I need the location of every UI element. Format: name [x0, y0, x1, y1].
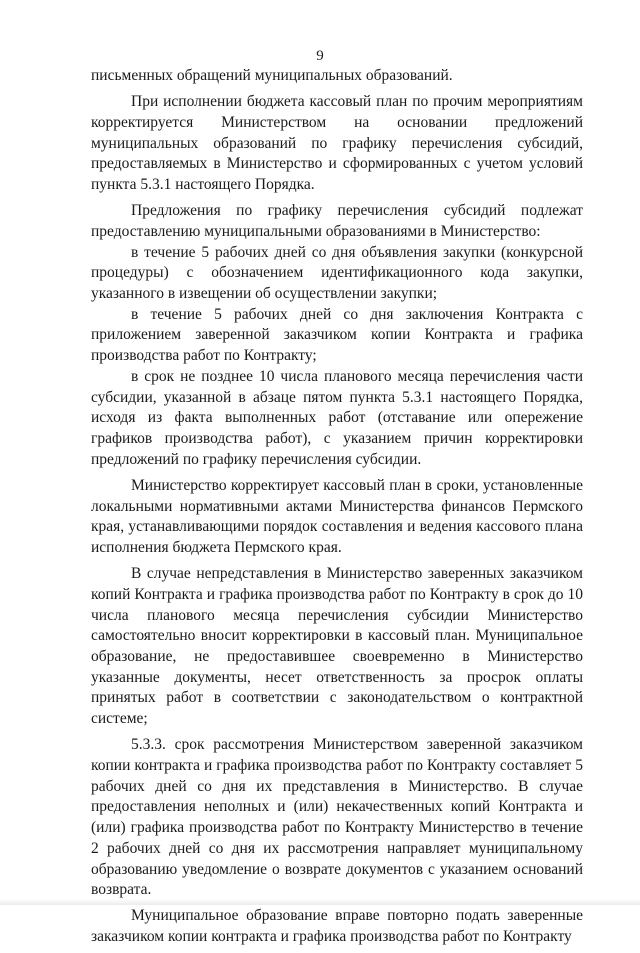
- paragraph-5-3-3: 5.3.3. срок рассмотрения Министерством заверенной заказчиком копии контракта и графика производства работ по Контракту составляет 5 рабочих дней со дня их представления в Министерство. В случае предоставления неполных и (или) некачественных копий Контракта и (или) графика производства работ по Контракту Министерство в течение 2 рабочих дней со дня их рассмотрения направляет муниципальному образованию уведомление о возврате документов с указанием оснований возврата.: [91, 736, 583, 899]
- paragraph-deadline-10th: в срок не позднее 10 числа планового месяца перечисления части субсидии, указанной в абзаце пятом пункта 5.3.1 настоящего Порядка, исходя из факта выполненных работ (отставание или опережение графиков производства работ), с указанием причин корректировки предложений по графику перечисления субсидии.: [91, 367, 583, 468]
- paragraph-resubmission: Муниципальное образование вправе повторно подать заверенные заказчиком копии контракта и графика производства работ по Контракту: [91, 907, 583, 946]
- paragraph-ministry-adjusts: Министерство корректирует кассовый план в сроки, установленные локальными нормативными актами Министерства финансов Пермского края, устанавливающими порядок составления и ведения кассового плана исполнения бюджета Пермского края.: [91, 476, 583, 556]
- paragraph-cash-plan-adjustment: При исполнении бюджета кассовый план по прочим мероприятиям корректируется Министерством на основании предложений муниципальных образований по графику перечисления субсидий, предоставляемых в Министерство и сформированных с учетом условий пункта 5.3.1 настоящего Порядка.: [91, 93, 583, 194]
- paragraph-contract-conclusion: в течение 5 рабочих дней со дня заключения Контракта с приложением заверенной заказчиком копии Контракта и графика производства работ по Контракту;: [91, 305, 583, 365]
- page-bottom-edge: [0, 899, 640, 905]
- document-body: [91, 66, 583, 953]
- paragraph-non-submission: В случае непредставления в Министерство заверенных заказчиком копий Контракта и графика производства работ по Контракту в срок до 10 числа планового месяца перечисления субсидии Министерство самостоятельно вносит корректировки в кассовый план. Муниципальное образование, не предоставившее своевременно в Министерство указанные документы, несет ответственность за просрок оплаты принятых работ в соответствии с законодательством о контрактной системе;: [91, 565, 583, 728]
- paragraph-continuation: письменных обращений муниципальных образований.: [91, 67, 453, 84]
- page-number: 9: [316, 48, 324, 64]
- paragraph-procurement-announcement: в течение 5 рабочих дней со дня объявления закупки (конкурсной процедуры) с обозначением идентификационного кода закупки, указанного в извещении об осуществлении закупки;: [91, 243, 583, 303]
- paragraph-proposals-intro: Предложения по графику перечисления субсидий подлежат предоставлению муниципальными образованиями в Министерство:: [91, 202, 583, 240]
